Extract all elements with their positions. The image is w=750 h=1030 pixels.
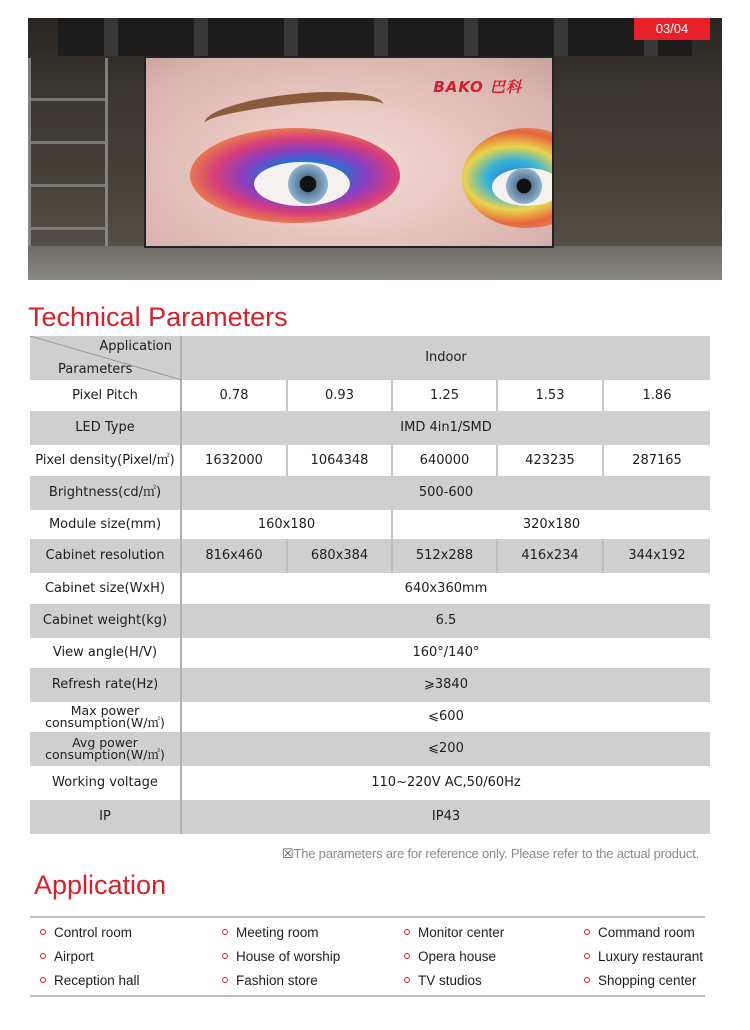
row-label: Pixel Pitch bbox=[30, 380, 182, 411]
list-item-label: Airport bbox=[54, 948, 94, 964]
bullet-icon bbox=[404, 977, 410, 983]
cell-value: 640000 bbox=[393, 445, 498, 476]
list-item bbox=[30, 922, 212, 942]
list-item bbox=[574, 946, 730, 966]
row-label: Working voltage bbox=[30, 766, 182, 800]
led-screen bbox=[144, 56, 554, 248]
row-label: Cabinet weight(kg) bbox=[30, 604, 182, 638]
cell-value: 287165 bbox=[604, 445, 710, 476]
row-label: IP bbox=[30, 800, 182, 834]
row-label-line2: consumption(W/㎡) bbox=[45, 747, 165, 762]
list-item-label: Luxury restaurant bbox=[598, 948, 704, 964]
row-label bbox=[30, 702, 182, 732]
list-item-label: Control room bbox=[54, 924, 133, 940]
cell-value: 640x360mm bbox=[182, 573, 710, 604]
table-header-row bbox=[30, 336, 710, 380]
cell-value: IMD 4in1/SMD bbox=[182, 411, 710, 445]
cell-value: 1.25 bbox=[393, 380, 498, 411]
list-item-label: Meeting room bbox=[236, 924, 319, 940]
list-item-label: Fashion store bbox=[236, 972, 318, 988]
cell-value: 0.78 bbox=[182, 380, 288, 411]
checkbox-mark-icon: ☒ bbox=[282, 846, 294, 861]
bullet-icon bbox=[222, 953, 228, 959]
list-item bbox=[30, 946, 212, 966]
bullet-icon bbox=[222, 929, 228, 935]
table-row bbox=[30, 702, 710, 732]
disclaimer-note bbox=[282, 846, 699, 862]
row-label: Refresh rate(Hz) bbox=[30, 668, 182, 702]
list-item bbox=[30, 970, 212, 990]
corner-label-parameters: Parameters bbox=[58, 362, 133, 378]
section-title-application: Application bbox=[34, 870, 167, 900]
brand-logo: BAKO 巴科 bbox=[433, 78, 522, 96]
list-item bbox=[212, 970, 394, 990]
divider-top bbox=[30, 916, 705, 918]
row-label-line1: Max power bbox=[70, 703, 140, 718]
bullet-icon bbox=[40, 929, 46, 935]
bullet-icon bbox=[404, 953, 410, 959]
list-item-label: Opera house bbox=[418, 948, 497, 964]
application-list bbox=[30, 922, 730, 990]
list-item bbox=[212, 922, 394, 942]
table-row bbox=[30, 638, 710, 668]
cell-value: 1.86 bbox=[604, 380, 710, 411]
cell-value: 344x192 bbox=[604, 539, 710, 573]
bullet-icon bbox=[404, 929, 410, 935]
list-item bbox=[212, 946, 394, 966]
bullet-icon bbox=[222, 977, 228, 983]
list-item-label: Command room bbox=[598, 924, 695, 940]
cell-value: 160x180 bbox=[182, 510, 393, 539]
bullet-icon bbox=[584, 929, 590, 935]
table-row bbox=[30, 380, 710, 411]
cell-value: 160°/140° bbox=[182, 638, 710, 668]
table-row bbox=[30, 445, 710, 476]
scaffold bbox=[28, 58, 108, 278]
table-row bbox=[30, 732, 710, 766]
row-label: View angle(H/V) bbox=[30, 638, 182, 668]
table-row bbox=[30, 539, 710, 573]
cell-value: 6.5 bbox=[182, 604, 710, 638]
table-row bbox=[30, 411, 710, 445]
list-item-label: TV studios bbox=[418, 972, 482, 988]
list-item-label: Reception hall bbox=[54, 972, 140, 988]
row-label: Brightness(cd/㎡) bbox=[30, 476, 182, 510]
table-row bbox=[30, 800, 710, 834]
list-item-label: Monitor center bbox=[418, 924, 505, 940]
row-label: Pixel density(Pixel/㎡) bbox=[30, 445, 182, 476]
list-item bbox=[574, 970, 730, 990]
section-title-technical-parameters: Technical Parameters bbox=[28, 302, 288, 332]
cell-value: ⩾3840 bbox=[182, 668, 710, 702]
row-label: Cabinet size(WxH) bbox=[30, 573, 182, 604]
divider-bottom bbox=[30, 995, 705, 997]
cell-value: 1064348 bbox=[288, 445, 393, 476]
row-label: LED Type bbox=[30, 411, 182, 445]
corner-header-cell bbox=[30, 336, 182, 380]
list-item-label: House of worship bbox=[236, 948, 341, 964]
corner-label-application: Application bbox=[99, 339, 172, 354]
spec-table bbox=[30, 336, 710, 834]
list-item bbox=[394, 946, 574, 966]
row-label-line2: consumption(W/㎡) bbox=[45, 715, 165, 730]
cell-value: 680x384 bbox=[288, 539, 393, 573]
cell-value: 416x234 bbox=[498, 539, 604, 573]
table-row bbox=[30, 604, 710, 638]
list-item bbox=[394, 970, 574, 990]
bullet-icon bbox=[40, 953, 46, 959]
row-label: Module size(mm) bbox=[30, 510, 182, 539]
bullet-icon bbox=[40, 977, 46, 983]
lighting-truss bbox=[58, 18, 692, 56]
row-label-line1: Avg power bbox=[72, 735, 138, 750]
application-value: Indoor bbox=[182, 336, 710, 380]
cell-value: IP43 bbox=[182, 800, 710, 834]
cell-value: 512x288 bbox=[393, 539, 498, 573]
bullet-icon bbox=[584, 953, 590, 959]
hero-photo bbox=[28, 18, 722, 280]
cell-value: 0.93 bbox=[288, 380, 393, 411]
table-row bbox=[30, 668, 710, 702]
cell-value: ⩽200 bbox=[182, 732, 710, 766]
table-row bbox=[30, 573, 710, 604]
bullet-icon bbox=[584, 977, 590, 983]
cell-value: 320x180 bbox=[393, 510, 710, 539]
table-row bbox=[30, 766, 710, 800]
list-item-label: Shopping center bbox=[598, 972, 697, 988]
disclaimer-text: The parameters are for reference only. Please refer to the actual product. bbox=[293, 846, 699, 861]
eye-left bbox=[254, 162, 350, 206]
row-label bbox=[30, 732, 182, 766]
eye-right bbox=[492, 168, 554, 206]
cell-value: 1632000 bbox=[182, 445, 288, 476]
cell-value: 110~220V AC,50/60Hz bbox=[182, 766, 710, 800]
row-label: Cabinet resolution bbox=[30, 539, 182, 573]
list-item bbox=[574, 922, 730, 942]
list-item bbox=[394, 922, 574, 942]
cell-value: 1.53 bbox=[498, 380, 604, 411]
table-row bbox=[30, 476, 710, 510]
table-row bbox=[30, 510, 710, 539]
stage-floor bbox=[28, 246, 722, 280]
cell-value: 816x460 bbox=[182, 539, 288, 573]
page-indicator: 03/04 bbox=[634, 18, 710, 40]
cell-value: 500-600 bbox=[182, 476, 710, 510]
cell-value: 423235 bbox=[498, 445, 604, 476]
cell-value: ⩽600 bbox=[182, 702, 710, 732]
